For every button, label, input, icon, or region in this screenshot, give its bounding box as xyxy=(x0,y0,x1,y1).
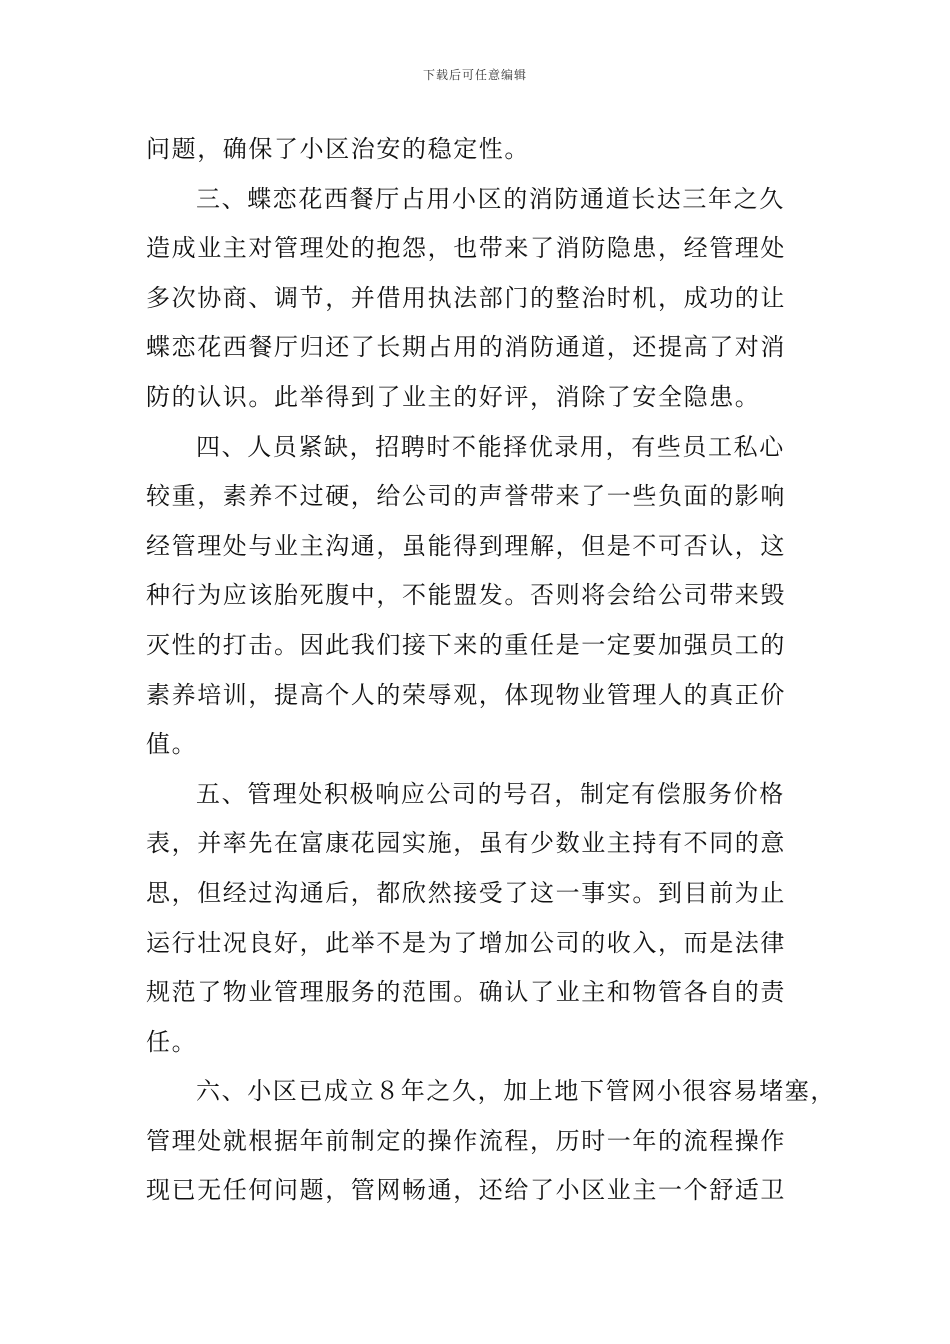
text-line: 规范了物业管理服务的范围。确认了业主和物管各自的责 xyxy=(146,978,786,1007)
paragraph-start-line: 六、小区已成立８年之久，加上地下管网小很容易堵塞， xyxy=(196,1077,836,1106)
text-line: 种行为应该胎死腹中，不能盟发。否则将会给公司带来毁 xyxy=(146,581,786,610)
paragraph-start-line: 五、管理处积极响应公司的号召，制定有偿服务价格 xyxy=(196,779,785,808)
text-line: 问题，确保了小区治安的稳定性。 xyxy=(146,135,530,163)
paragraph-start-line: 三、蝶恋花西餐厅占用小区的消防通道长达三年之久 xyxy=(196,184,785,213)
text-line: 任。 xyxy=(146,1027,198,1056)
text-line: 运行壮况良好，此举不是为了增加公司的收入，而是法律 xyxy=(146,928,786,957)
body-text xyxy=(146,125,836,1216)
text-line: 灭性的打击。因此我们接下来的重任是一定要加强员工的 xyxy=(146,630,786,659)
text-line: 管理处就根据年前制定的操作流程，历时一年的流程操作 xyxy=(146,1126,786,1155)
text-line: 造成业主对管理处的抱怨，也带来了消防隐患，经管理处 xyxy=(146,234,786,263)
text-line: 思，但经过沟通后，都欣然接受了这一事实。到目前为止 xyxy=(146,878,786,907)
text-line: 防的认识。此举得到了业主的好评，消除了安全隐患。 xyxy=(146,382,761,411)
header-note: 下载后可任意编辑 xyxy=(422,68,527,82)
text-line: 蝶恋花西餐厅归还了长期占用的消防通道，还提高了对消 xyxy=(146,333,786,362)
text-line: 多次协商、调节，并借用执法部门的整治时机，成功的让 xyxy=(146,283,786,312)
text-line: 值。 xyxy=(146,730,198,759)
text-line: 现已无任何问题，管网畅通，还给了小区业主一个舒适卫 xyxy=(146,1176,786,1205)
text-line: 经管理处与业主沟通，虽能得到理解，但是不可否认，这 xyxy=(146,531,786,560)
text-line: 表，并率先在富康花园实施，虽有少数业主持有不同的意 xyxy=(146,829,786,858)
paragraph-start-line: 四、人员紧缺，招聘时不能择优录用，有些员工私心 xyxy=(196,432,785,461)
text-line: 素养培训，提高个人的荣辱观，体现物业管理人的真正价 xyxy=(146,680,786,709)
text-line: 较重，素养不过硬，给公司的声誉带来了一些负面的影响 xyxy=(146,482,786,511)
